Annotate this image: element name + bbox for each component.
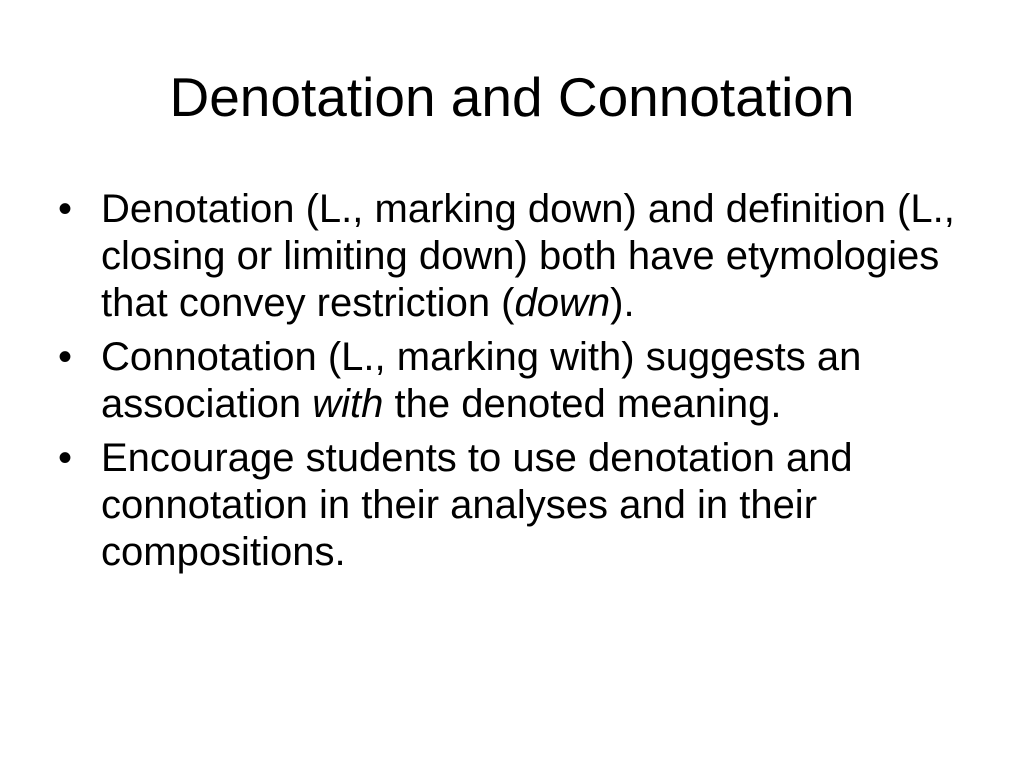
bullet-marker: • (58, 436, 73, 480)
bullet-text (101, 435, 978, 576)
bullet-text (101, 186, 978, 327)
bullet-list (58, 186, 978, 583)
bullet-emphasis: down (514, 281, 611, 325)
bullet-marker: • (58, 187, 73, 231)
bullet-marker: • (58, 335, 73, 379)
bullet-text-segment: Encourage students to use denotation and connotation in their analyses and in their compositions. (101, 436, 853, 574)
bullet-item (58, 334, 978, 428)
bullet-text-segment: ). (610, 281, 635, 325)
bullet-text-segment: Denotation (L., marking down) and definition (L., closing or limiting down) both have etymologies that convey restriction ( (101, 187, 955, 325)
slide-title: Denotation and Connotation (169, 66, 855, 128)
bullet-text (101, 334, 978, 428)
bullet-text-segment: the denoted meaning. (383, 382, 782, 426)
bullet-emphasis: with (312, 382, 384, 426)
bullet-item (58, 435, 978, 576)
bullet-item (58, 186, 978, 327)
bullet-text-segment: Connotation (L., marking with) suggests an association (101, 335, 862, 426)
